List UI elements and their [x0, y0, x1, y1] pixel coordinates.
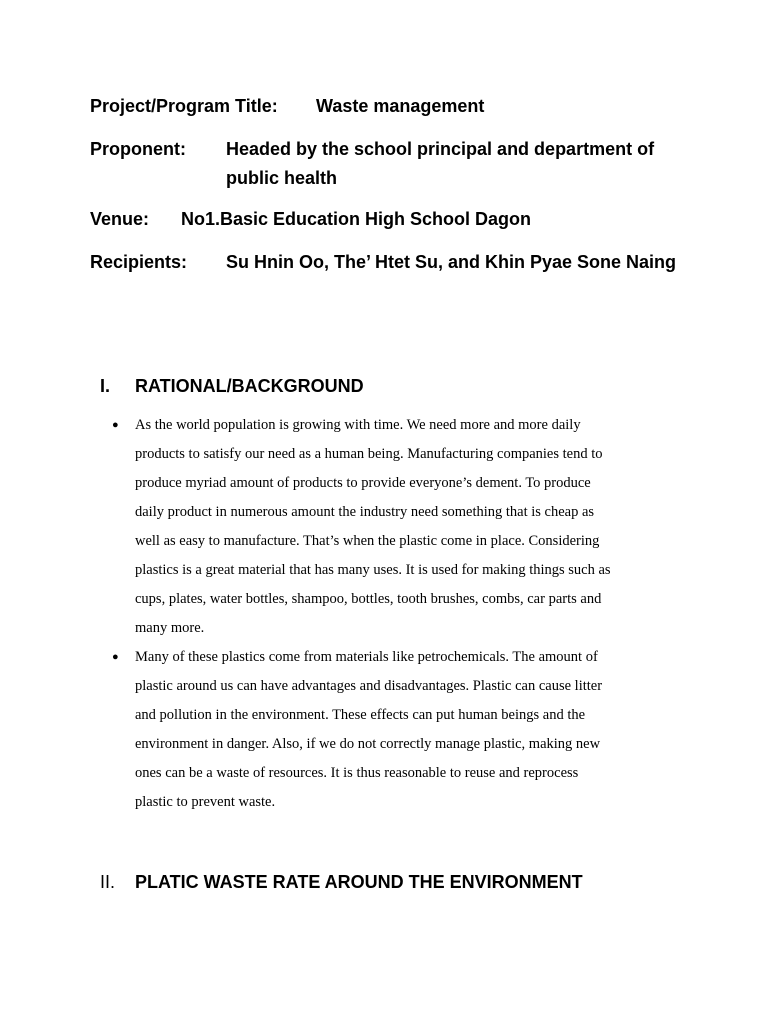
bullet-2-line-3: and pollution in the environment. These effects can put human beings and the [135, 707, 586, 723]
section-1-number: I. [100, 376, 111, 396]
section-1-title: RATIONAL/BACKGROUND [135, 376, 364, 396]
section-1-bullet-list [112, 411, 672, 817]
bullet-1-line-1: As the world population is growing with time. We need more and more daily [135, 417, 581, 433]
bullet-2-line-6: plastic to prevent waste. [135, 794, 276, 810]
bullet-1-line-2: products to satisfy our need as a human being. Manufacturing companies tend to [135, 446, 603, 462]
bullet-item-2 [112, 643, 672, 817]
proponent-value-line-1: Headed by the school principal and department of [226, 139, 655, 159]
bullet-dot-icon: ● [112, 419, 119, 431]
recipients-label: Recipients: [90, 252, 188, 272]
bullet-1-line-6: plastics is a great material that has many uses. It is used for making things such as [135, 562, 611, 578]
bullet-item-1 [112, 411, 672, 643]
bullet-1-line-7: cups, plates, water bottles, shampoo, bottles, tooth brushes, combs, car parts and [135, 591, 602, 607]
project-title-value: Waste management [316, 96, 485, 116]
section-2-number: II. [100, 872, 116, 892]
bullet-1-line-3: produce myriad amount of products to provide everyone’s dement. To produce [135, 475, 591, 491]
proponent-label: Proponent: [90, 139, 186, 159]
venue-value: No1.Basic Education High School Dagon [181, 209, 532, 229]
venue-label: Venue: [90, 209, 150, 229]
bullet-2-line-5: ones can be a waste of resources. It is thus reasonable to reuse and reprocess [135, 765, 579, 781]
bullet-2-line-4: environment in danger. Also, if we do not correctly manage plastic, making new [135, 736, 601, 752]
project-title-label: Project/Program Title: [90, 96, 278, 116]
bullet-2-line-1: Many of these plastics come from materials like petrochemicals. The amount of [135, 649, 598, 665]
section-2-title: PLATIC WASTE RATE AROUND THE ENVIRONMENT [135, 872, 583, 892]
recipients-value: Su Hnin Oo, The’ Htet Su, and Khin Pyae Sone Naing [226, 252, 677, 272]
bullet-1-line-4: daily product in numerous amount the industry need something that is cheap as [135, 504, 595, 520]
proponent-value-line-2: public health [226, 168, 338, 188]
bullet-1-line-5: well as easy to manufacture. That’s when the plastic come in place. Considering [135, 533, 600, 549]
bullet-2-line-2: plastic around us can have advantages and disadvantages. Plastic can cause litter [135, 678, 603, 694]
bullet-1-line-8: many more. [135, 620, 205, 636]
bullet-dot-icon: ● [112, 651, 119, 663]
